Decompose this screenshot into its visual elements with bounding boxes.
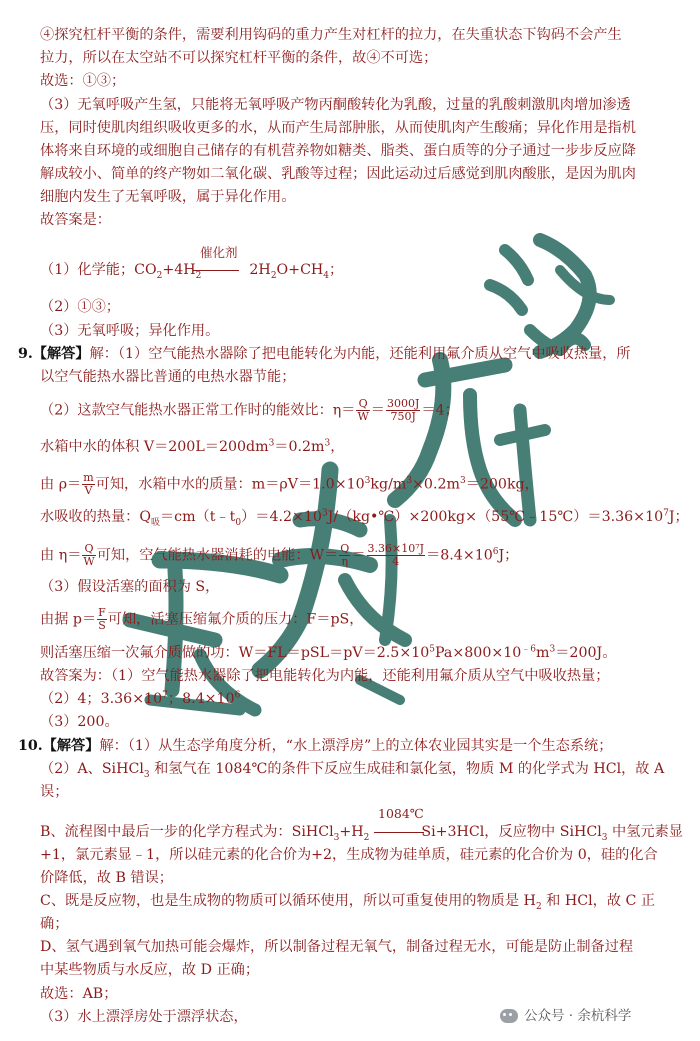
text-line: 体将来自环境的或细胞自己储存的有机营养物如糖类、脂类、蛋白质等的分子通过一步步反应降	[40, 143, 636, 159]
text-line: 故答案为：（1）空气能热水器除了把电能转化为内能，还能利用氟介质从空气中吸收热量；	[40, 668, 610, 684]
equation-line: （1）化学能；$CO_2+4H_2$ $2H_2O+CH_4$；	[40, 262, 344, 281]
answer-10-heading: 10.【解答】解：（1）从生态学角度分析，“水上漂浮房”上的立体农业园其实是一个生态系统；	[18, 738, 613, 754]
text-line: 故选：①③；	[40, 73, 126, 89]
text-line: 价降低，故 B 错误；	[40, 870, 173, 886]
reaction-condition: 1084℃	[378, 806, 424, 821]
text-line: +1，氯元素显﹣1，所以硅元素的化合价为+2，生成物为硅单质，硅元素的化合价为 0，硅的化合	[40, 847, 658, 863]
text-line: ④探究杠杆平衡的条件，需要利用钩码的重力产生对杠杆的拉力，在失重状态下钩码不会产生	[40, 27, 622, 43]
text-line: 误；	[40, 784, 69, 800]
text-line: C、既是反应物，也是生成物的物质可以循环使用，所以可重复使用的物质是 $H_2$ 和 HCl，故 C 正	[40, 893, 656, 912]
text-line: 细胞内发生了无氧呼吸，属于异化作用。	[40, 189, 296, 205]
text-line: 解成较小、简单的终产物如二氧化碳、乳酸等过程；因此运动过后感觉到肌肉酸胀，是因为肌肉	[40, 166, 636, 182]
text-line: 故答案是：	[40, 212, 111, 228]
text-line: 拉力，所以在太空站不可以探究杠杆平衡的条件，故④不可选；	[40, 50, 438, 66]
text-line: 以空气能热水器比普通的电热水器节能；	[40, 369, 296, 385]
text-line: D、氢气遇到氧气加热可能会爆炸，所以制备过程无氧气，制备过程无水，可能是防止制备过程	[40, 939, 634, 955]
formula-line: 由据 p＝ $\frac{F}{S}$ 可知，活塞压缩氟介质的压力：F＝pS，	[40, 606, 364, 632]
text-line: 水吸收的热量：$Q_吸=cm(t﹣t_0)=4.2\times 10^3J/(kg•℃)\times 200kg\times(55℃﹣15℃)=3.36\times 10^7J$；	[40, 508, 689, 528]
text-line: （3）假设活塞的面积为 S，	[40, 579, 220, 595]
text-line: （2）4；$3.36\times 10^7$；$8.4\times 10^6$	[40, 690, 241, 707]
text-line: 中某些物质与水反应，故 D 正确；	[40, 962, 260, 978]
text-line: 水箱中水的体积 $V=200L=200dm^3=0.2m^3$，	[40, 438, 345, 455]
formula-line: 由 η＝ $\frac{Q}{W}$ 可知，空气能热水器消耗的电能：W＝ $\frac{Q}{\eta}$ ＝ $\frac{\text{3.36×10⁷J}}{4}$ $=8.4\times 10^6J$；	[40, 542, 519, 568]
text-line: 则活塞压缩一次氟介质做的功：$W=FL=pSL=pV=2.5\times 10^5Pa\times 800\times 10^{﹣6}m^3=200J$。	[40, 644, 617, 661]
wechat-icon	[500, 1009, 518, 1023]
text-line: （3）无氧呼吸产生氢，只能将无氧呼吸产物丙酮酸转化为乳酸，过量的乳酸刺激肌肉增加渗透	[40, 97, 631, 113]
wechat-account-label[interactable]	[500, 1004, 631, 1024]
answer-9-heading: 9.【解答】解：（1）空气能热水器除了把电能转化为内能，还能利用氟介质从空气中吸收热量，所	[18, 346, 631, 362]
equation-line: B、流程图中最后一步的化学方程式为：$SiHCl_3+H_2$ Si+3HCl，反应物中 SiHCl$_3$ 中氢元素显	[40, 824, 683, 843]
text-line: （3）无氧呼吸；异化作用。	[40, 323, 220, 339]
account-name: 公众号 · 余杭科学	[524, 1008, 632, 1024]
text-line: 故选：AB；	[40, 986, 118, 1002]
text-line: 压，同时使肌肉组织吸收更多的水，从而产生局部肿胀，从而使肌肉产生酸痛；异化作用是指机	[40, 120, 636, 136]
text-line: （2）A、SiHCl$_3$ 和氢气在 1084℃的条件下反应生成硅和氯化氢，物质 M 的化学式为 HCl，故 A	[40, 761, 665, 780]
text-line: （3）水上漂浮房处于漂浮状态，	[40, 1009, 248, 1025]
reaction-condition: 催化剂	[200, 245, 238, 260]
text-line: 确；	[40, 916, 69, 932]
formula-line: 由 ρ＝ $\frac{m}{V}$ 可知，水箱中水的质量：$m=\rho V=1.0\times 10^3kg/m^3\times 0.2m^3=200kg$，	[40, 471, 539, 497]
text-line: （2）①③；	[40, 299, 120, 315]
text-line: （3）200。	[40, 714, 119, 730]
formula-line: （2）这款空气能热水器正常工作时的能效比：η＝ $\frac{Q}{W}$ ＝ $\frac{3000J}{750J}$ ＝4；	[40, 397, 459, 423]
